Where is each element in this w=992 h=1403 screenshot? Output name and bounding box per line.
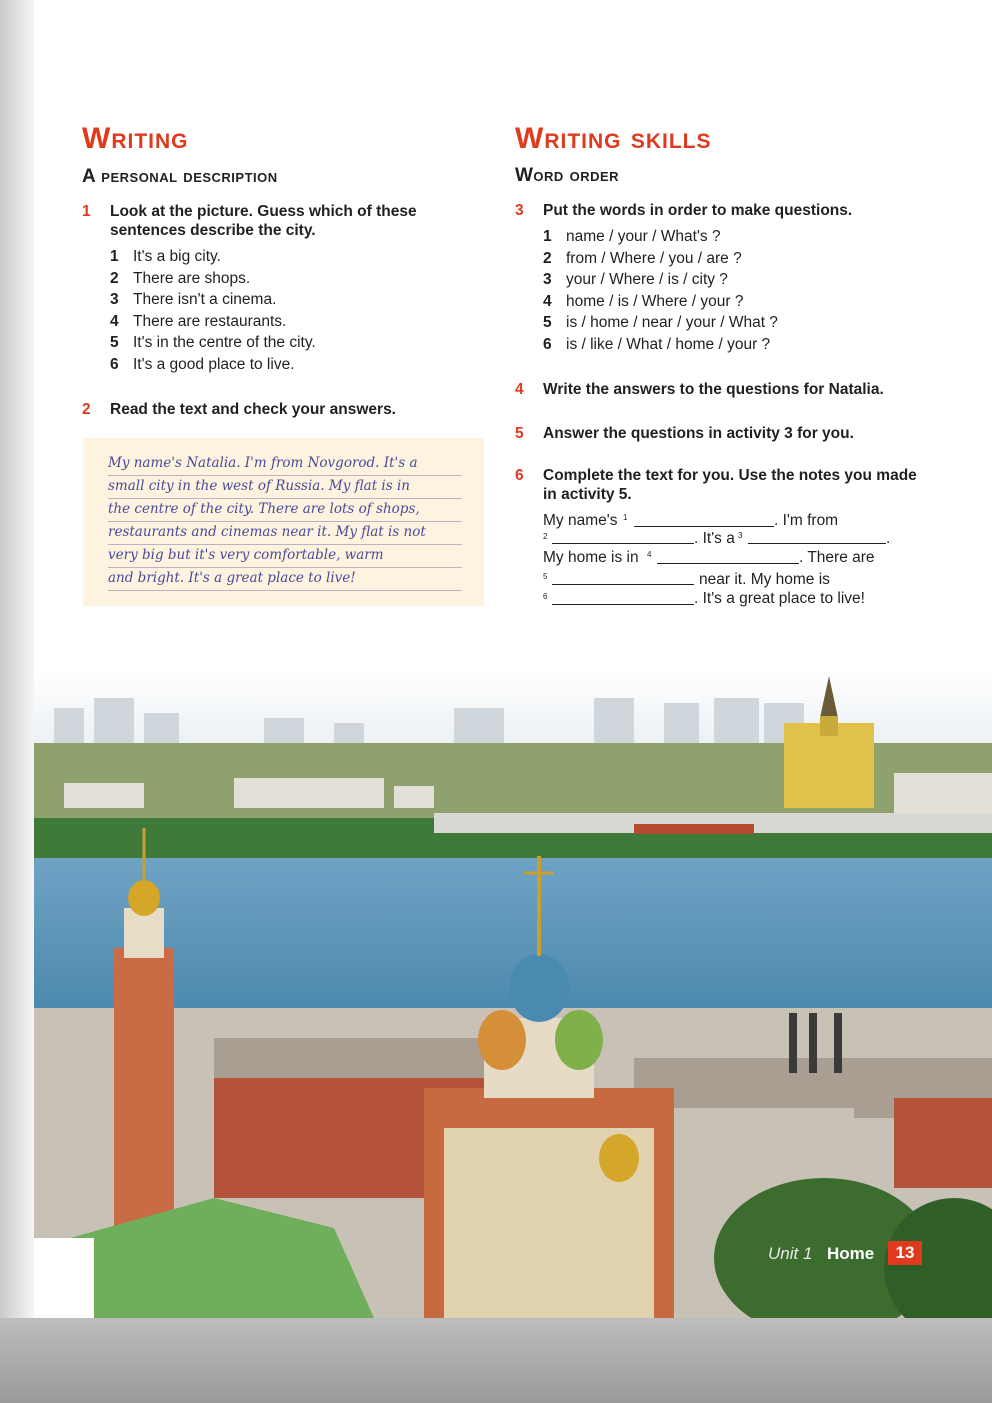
gap-number: 6	[543, 592, 548, 601]
list-item	[110, 291, 410, 313]
item-text: There are restaurants.	[133, 312, 287, 330]
fill-text: . There are	[799, 549, 875, 566]
fill-text: .	[886, 530, 891, 547]
task-6	[515, 466, 955, 506]
note-line: the centre of the city. There are lots of shops,	[108, 498, 462, 522]
gap-number: 2	[543, 532, 548, 541]
page-number: 13	[888, 1241, 922, 1265]
gap-4-line[interactable]	[657, 563, 799, 564]
footer-unit: Unit 1	[768, 1244, 813, 1263]
task-4-instruction: Write the answers to the questions for Natalia.	[543, 381, 884, 398]
list-item	[543, 250, 843, 272]
item-number: 1	[543, 228, 552, 245]
item-number: 6	[110, 355, 119, 373]
questions-list	[543, 228, 843, 357]
list-item	[543, 336, 843, 358]
fill-text: My home is in	[543, 549, 639, 566]
fill-text: near it. My home is	[699, 571, 830, 588]
task-number: 6	[515, 467, 524, 484]
note-line: My name's Natalia. I'm from Novgorod. It's a	[108, 452, 462, 476]
task-5	[515, 424, 935, 444]
handwritten-note	[83, 438, 484, 606]
task-5-instruction: Answer the questions in activity 3 for you.	[543, 425, 854, 442]
gap-6-line[interactable]	[552, 604, 694, 605]
city-photo	[34, 668, 992, 1318]
footer-section: Home	[827, 1244, 875, 1263]
item-text: your / Where / is / city ?	[566, 271, 728, 288]
gap-2-line[interactable]	[552, 543, 694, 544]
item-text: is / home / near / your / What ?	[566, 314, 778, 331]
list-item	[543, 228, 843, 250]
item-number: 2	[543, 249, 552, 267]
task-6-instruction-line-2: in activity 5.	[543, 486, 632, 503]
task-number: 1	[82, 203, 91, 220]
task-2	[82, 400, 462, 420]
item-number: 2	[110, 269, 119, 287]
item-number: 1	[110, 248, 119, 265]
item-number: 3	[543, 271, 552, 288]
note-line: and bright. It's a great place to live!	[108, 567, 462, 591]
fill-text: My name's	[543, 512, 618, 529]
item-text: It's a good place to live.	[133, 355, 295, 373]
gap-number: 5	[543, 572, 548, 581]
task-3-instruction: Put the words in order to make questions.	[543, 202, 853, 219]
barge	[634, 824, 754, 834]
list-item	[110, 248, 410, 270]
note-line: very big but it's very comfortable, warm	[108, 544, 462, 568]
gap-1-line[interactable]	[634, 526, 774, 527]
task-1-instruction-line-1: Look at the picture. Guess which of these	[110, 203, 417, 220]
item-text: It's a big city.	[133, 248, 221, 265]
list-item	[110, 313, 410, 335]
item-text: is / like / What / home / your ?	[566, 335, 771, 353]
writing-title: Writing	[82, 122, 189, 155]
sentences-list	[110, 248, 410, 377]
task-number: 2	[82, 401, 91, 418]
task-4	[515, 380, 935, 400]
list-item	[110, 270, 410, 292]
task-6-instruction-line-1: Complete the text for you. Use the notes you made	[543, 467, 917, 484]
fill-text: . I'm from	[774, 512, 839, 529]
task-3	[515, 201, 935, 221]
task-number: 4	[515, 381, 524, 398]
fill-text: . It's a great place to live!	[694, 590, 865, 607]
gap-number: 1	[623, 513, 628, 522]
item-text: name / your / What's ?	[566, 228, 721, 245]
scan-bottom-shadow	[0, 1318, 992, 1403]
task-1	[82, 202, 462, 242]
item-number: 3	[110, 291, 119, 308]
item-text: There isn't a cinema.	[133, 291, 277, 308]
item-number: 6	[543, 335, 552, 353]
personal-description-subtitle: A personal description	[82, 166, 278, 187]
gap-number: 3	[738, 531, 743, 540]
fill-text: . It's a	[694, 530, 735, 547]
word-order-subtitle: Word order	[515, 165, 620, 186]
note-line: small city in the west of Russia. My flat is in	[108, 475, 462, 499]
item-number: 5	[543, 314, 552, 331]
item-number: 4	[543, 292, 552, 310]
gap-3-line[interactable]	[748, 543, 886, 544]
chimneys	[789, 1013, 842, 1073]
task-number: 3	[515, 202, 524, 219]
list-item	[543, 293, 843, 315]
task-2-instruction: Read the text and check your answers.	[110, 401, 396, 418]
task-number: 5	[515, 425, 524, 442]
writing-skills-title: Writing skills	[515, 122, 712, 155]
item-number: 5	[110, 334, 119, 351]
item-text: from / Where / you / are ?	[566, 249, 742, 267]
book-spine-shadow	[0, 0, 34, 1320]
list-item	[110, 356, 410, 378]
list-item	[543, 271, 843, 293]
item-text: There are shops.	[133, 269, 251, 287]
item-number: 4	[110, 312, 119, 330]
white-building	[34, 1238, 94, 1318]
item-text: home / is / Where / your ?	[566, 292, 744, 310]
note-line: restaurants and cinemas near it. My flat is not	[108, 521, 462, 545]
list-item	[110, 334, 410, 356]
item-text: It's in the centre of the city.	[133, 334, 316, 351]
list-item	[543, 314, 843, 336]
task-1-instruction-line-2: sentences describe the city.	[110, 222, 316, 239]
gap-number: 4	[647, 550, 652, 559]
gap-5-line[interactable]	[552, 584, 694, 585]
